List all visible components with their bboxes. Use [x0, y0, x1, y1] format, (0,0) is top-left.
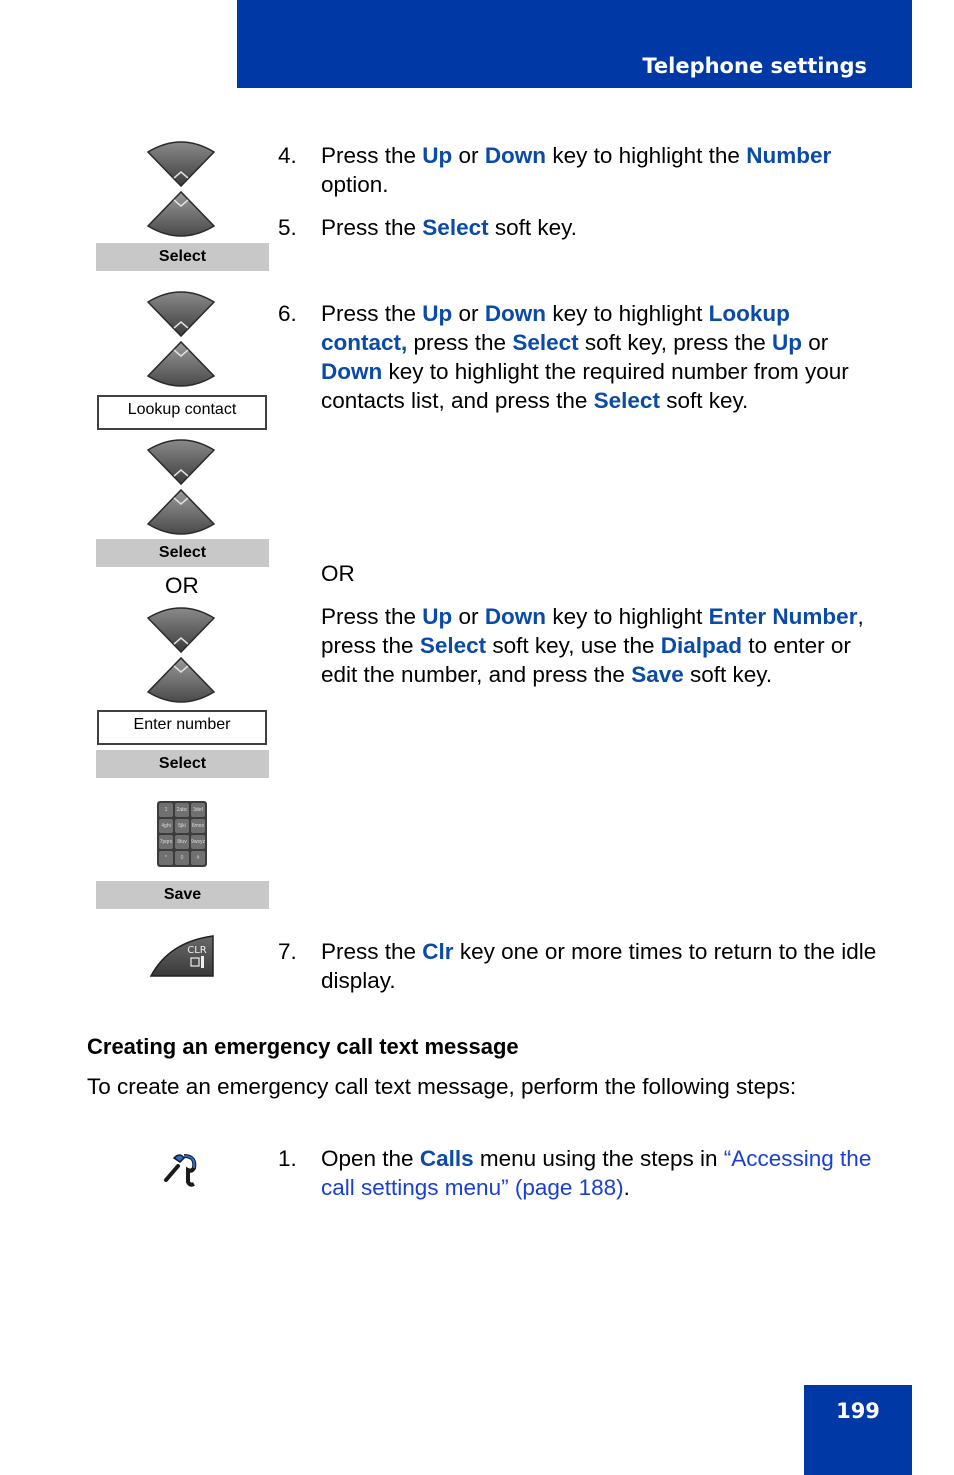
dialpad-icon: 1 2abc 3def 4ghi 5jkl 6mno 7pqrs 8tuv 9wxyz * 0 #: [157, 801, 207, 867]
step-6: 6. Press the Up or Down key to highlight Lookup contact, press the Select soft key, press the Up or Down key to highlight the required number from your contacts list, and press the Select soft key.: [278, 301, 849, 413]
up-down-navigation-key-icon: [146, 438, 216, 536]
page-header-title: Telephone settings: [642, 54, 867, 78]
calls-tools-icon: [160, 1150, 200, 1188]
lookup-contact-option: Lookup contact: [97, 395, 267, 430]
up-down-navigation-key-icon: [146, 606, 216, 704]
step-number: 4.: [278, 143, 297, 168]
step-number: 6.: [278, 301, 297, 326]
page-number: 199: [836, 1399, 880, 1423]
cross-reference-link[interactable]: “Accessing the call settings menu” (page 188): [321, 1146, 872, 1200]
header-bar: [237, 0, 912, 88]
step-number: 7.: [278, 939, 297, 964]
page-number-box: [804, 1385, 912, 1475]
select-softkey: Select: [96, 750, 269, 778]
or-label: OR: [165, 573, 199, 598]
enter-number-option: Enter number: [97, 710, 267, 745]
step-4: 4. Press the Up or Down key to highlight the Number option.: [278, 143, 832, 197]
step-7: 7. Press the Clr key one or more times to return to the idle display.: [278, 939, 877, 993]
step-5: 5. Press the Select soft key.: [278, 215, 577, 240]
up-down-navigation-key-icon: [146, 140, 216, 238]
step-number: 1.: [278, 1146, 297, 1171]
section-heading: Creating an emergency call text message: [87, 1034, 519, 1059]
svg-text:CLR: CLR: [187, 945, 207, 956]
clr-key-icon: [149, 934, 215, 978]
step-1: 1. Open the Calls menu using the steps in “Accessing the call settings menu” (page 188).: [278, 1146, 872, 1200]
select-softkey: Select: [96, 539, 269, 567]
up-down-navigation-key-icon: [146, 290, 216, 388]
step-number: 5.: [278, 215, 297, 240]
save-softkey: Save: [96, 881, 269, 909]
or-text: OR: [321, 561, 355, 586]
section-intro: To create an emergency call text message, perform the following steps:: [87, 1074, 797, 1099]
alternative-instructions: Press the Up or Down key to highlight Enter Number, press the Select soft key, use the Dialpad to enter or edit the number, and press the Save soft key.: [321, 604, 864, 687]
select-softkey: Select: [96, 243, 269, 271]
